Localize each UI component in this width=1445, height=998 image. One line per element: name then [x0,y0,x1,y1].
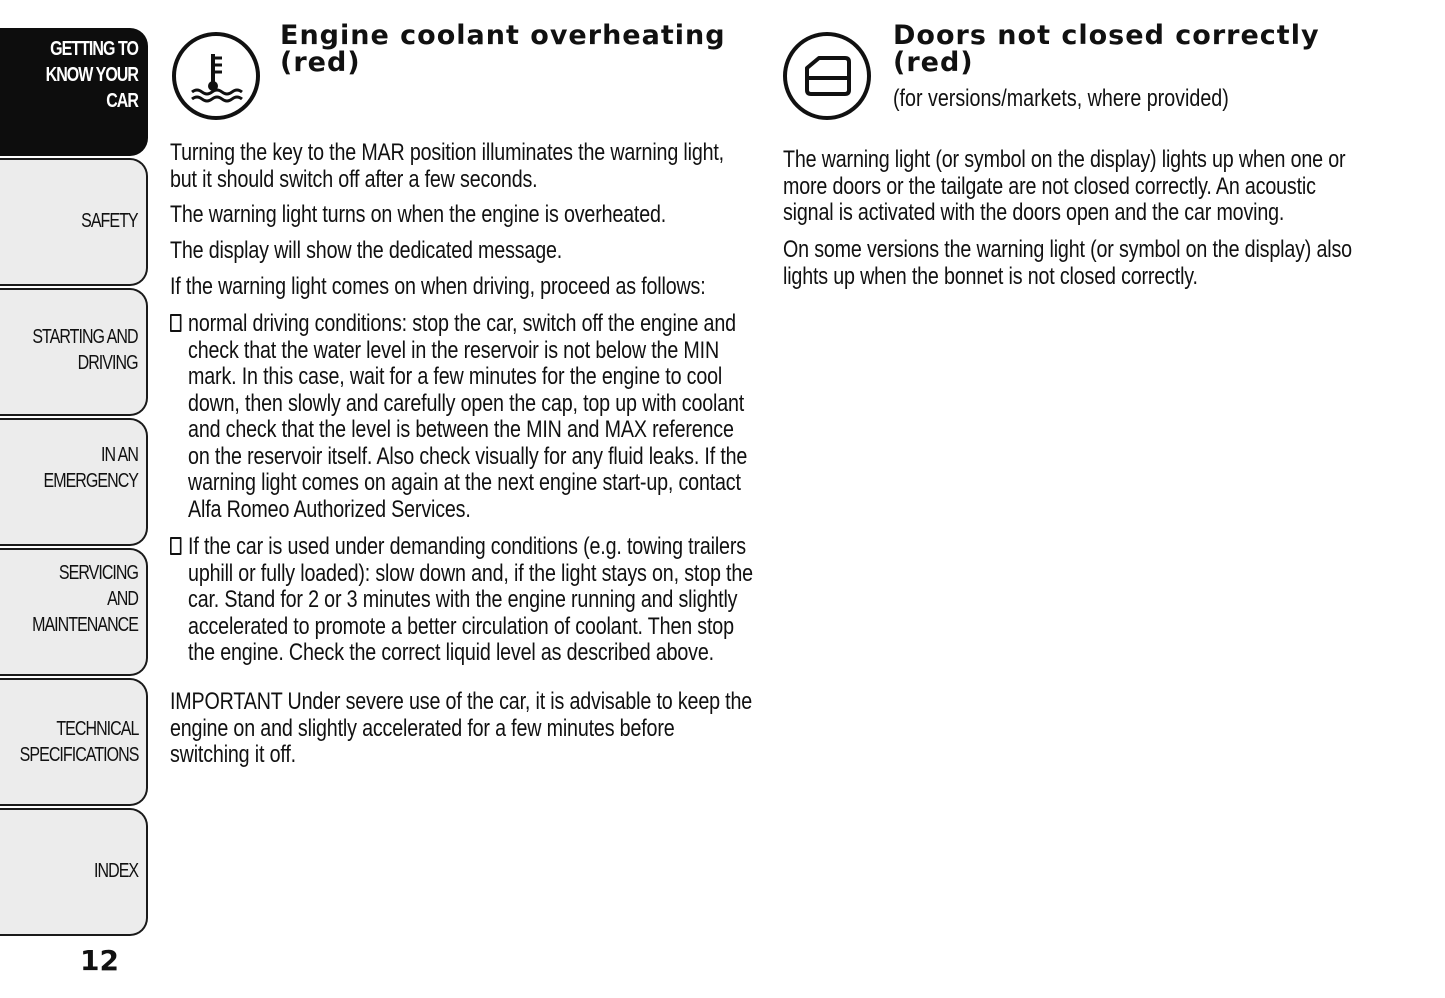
availability-note: (for versions/markets, where provided) [893,85,1229,112]
tab-label: TECHNICAL SPECIFICATIONS [19,718,139,766]
tab-label: INDEX [93,860,138,882]
important-note: IMPORTANT Under severe use of the car, it is advisable to keep the engine on and slightly accelerated for a few minutes before switching it off. [170,688,753,768]
paragraph: On some versions the warning light (or symbol on the display) also lights up when the bonnet is not closed correctly. [783,236,1352,290]
tab-getting-to-know-your-car[interactable] [0,28,148,156]
tab-starting-and-driving[interactable] [0,288,148,416]
tab-index[interactable] [0,808,148,936]
section-heading: Engine coolant overheating (red) [280,20,726,78]
tab-technical-specifications[interactable] [0,678,148,806]
coolant-temperature-icon [172,32,260,120]
tab-label: STARTING AND DRIVING [32,326,138,374]
tab-safety[interactable] [0,158,148,286]
checkbox-bullet-icon [170,537,181,555]
tab-label: IN AN EMERGENCY [43,444,138,492]
paragraph: Turning the key to the MAR position illuminates the warning light, but it should switch off after a few seconds. [170,139,724,193]
page-number: 12 [80,944,119,977]
chapter-sidebar [0,0,150,998]
list-item [170,534,754,667]
tab-servicing-and-maintenance[interactable] [0,548,148,676]
tab-label: SERVICING AND MAINTENANCE [32,562,138,636]
door-open-icon [783,32,871,120]
paragraph: The display will show the dedicated message. [170,237,563,264]
list-item-text: If the car is used under demanding conditions (e.g. towing trailers uphill or fully loaded): slow down and, if the light stays on, stop the car. Stand for 2 or 3 minutes with the engine running and slightly accelerated to promote a better circulation of coolant. Then stop the engine. Check the correct liquid level as described above. [188,533,753,666]
list-item-text: normal driving conditions: stop the car, switch off the engine and check that the water level in the reservoir is not below the MIN mark. In this case, wait for a few minutes for the engine to cool down, then slowly and carefully open the cap, top up with coolant and check that the level is between the MIN and MAX reference on the reservoir itself. Also check visually for any fluid leaks. If the warning light comes on again at the next engine start-up, contact Alfa Romeo Authorized Services. [188,310,748,523]
paragraph: If the warning light comes on when driving, proceed as follows: [170,273,706,300]
tab-label: SAFETY [81,210,138,232]
paragraph: The warning light turns on when the engine is overheated. [170,201,667,228]
list-item [170,311,754,523]
section-heading: Doors not closed correctly (red) [893,20,1320,78]
tab-label: GETTING TO KNOW YOUR CAR [45,38,138,112]
tab-in-an-emergency[interactable] [0,418,148,546]
paragraph: The warning light (or symbol on the display) lights up when one or more doors or the tailgate are not closed correctly. An acoustic signal is activated with the doors open and the car moving. [783,146,1346,226]
checkbox-bullet-icon [170,314,181,332]
